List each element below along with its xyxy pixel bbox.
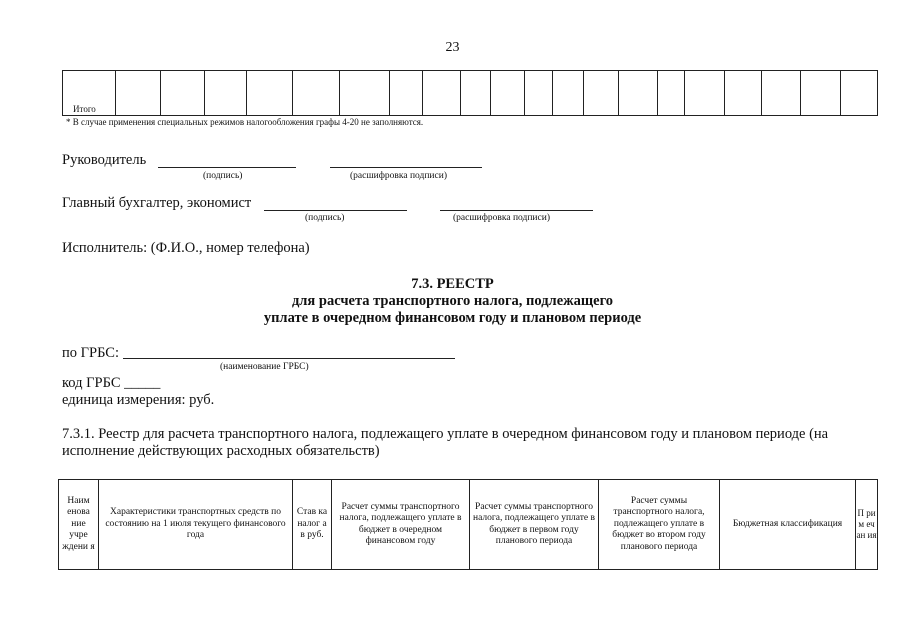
table-cell bbox=[658, 71, 685, 116]
subsection-line1: 7.3.1. Реестр для расчета транспортного налога, подлежащего уплате в очередном финансовом году и плановом периоде (на bbox=[62, 426, 829, 442]
table-cell bbox=[116, 71, 161, 116]
table-cell bbox=[685, 71, 725, 116]
head-signature-line bbox=[158, 167, 296, 168]
table-cell bbox=[461, 71, 491, 116]
header-vehicle-characteristics: Характеристики транспортных средств по состоянию на 1 июля текущего финансового года bbox=[99, 480, 293, 570]
table-cell bbox=[619, 71, 658, 116]
totals-table bbox=[62, 70, 878, 116]
header-calc-second-plan-year: Расчет суммы транспортного налога, подлежащего уплате в бюджет во втором году планового периода bbox=[599, 480, 720, 570]
header-notes: П ри м еч ан ия bbox=[856, 480, 878, 570]
accountant-signature-line bbox=[264, 210, 407, 211]
total-label: Итого bbox=[63, 71, 116, 116]
header-budget-classification: Бюджетная классификация bbox=[720, 480, 856, 570]
head-decoding-line bbox=[330, 167, 482, 168]
accountant-signature-caption: (подпись) bbox=[305, 213, 345, 223]
page-number: 23 bbox=[445, 40, 460, 55]
footnote: * В случае применения специальных режимов налогообложения графы 4-20 не заполняются. bbox=[66, 117, 424, 127]
grbs-name-line bbox=[123, 358, 455, 359]
head-decoding-caption: (расшифровка подписи) bbox=[350, 171, 447, 181]
header-calc-first-plan-year: Расчет суммы транспортного налога, подлежащего уплате в бюджет в первом году планового периода bbox=[470, 480, 599, 570]
table-cell bbox=[491, 71, 525, 116]
table-cell bbox=[841, 71, 878, 116]
table-cell bbox=[762, 71, 801, 116]
grbs-caption: (наименование ГРБС) bbox=[220, 362, 309, 372]
table-cell bbox=[247, 71, 293, 116]
head-signature-caption: (подпись) bbox=[203, 171, 243, 181]
table-cell bbox=[725, 71, 762, 116]
section-subtitle-line2: уплате в очередном финансовом году и плановом периоде bbox=[263, 310, 642, 326]
grbs-label: по ГРБС: bbox=[62, 345, 120, 361]
table-cell bbox=[390, 71, 423, 116]
table-cell bbox=[584, 71, 619, 116]
table-cell bbox=[423, 71, 461, 116]
table-cell bbox=[553, 71, 584, 116]
section-title: 7.3. РЕЕСТР bbox=[411, 276, 494, 292]
totals-row bbox=[63, 71, 878, 116]
table-cell bbox=[340, 71, 390, 116]
accountant-decoding-caption: (расшифровка подписи) bbox=[453, 213, 550, 223]
table-cell bbox=[801, 71, 841, 116]
executor-label: Исполнитель: (Ф.И.О., номер телефона) bbox=[62, 240, 310, 256]
section-subtitle-line1: для расчета транспортного налога, подлежащего bbox=[291, 293, 614, 309]
accountant-decoding-line bbox=[440, 210, 593, 211]
head-label: Руководитель bbox=[62, 152, 147, 168]
grbs-code-label: код ГРБС _____ bbox=[62, 375, 161, 391]
table-header-row bbox=[59, 480, 878, 570]
header-institution-name: Наим енова ние учре ждени я bbox=[59, 480, 99, 570]
chief-accountant-label: Главный бухгалтер, экономист bbox=[62, 195, 252, 211]
header-tax-rate: Став ка налог а в руб. bbox=[293, 480, 332, 570]
table-cell bbox=[205, 71, 247, 116]
table-cell bbox=[161, 71, 205, 116]
table-cell bbox=[525, 71, 553, 116]
registry-table bbox=[58, 479, 878, 570]
subsection-line2: исполнение действующих расходных обязательств) bbox=[62, 443, 380, 459]
table-cell bbox=[293, 71, 340, 116]
unit-label: единица измерения: руб. bbox=[62, 392, 215, 408]
header-calc-next-year: Расчет суммы транспортного налога, подлежащего уплате в бюджет в очередном финансовом году bbox=[332, 480, 470, 570]
